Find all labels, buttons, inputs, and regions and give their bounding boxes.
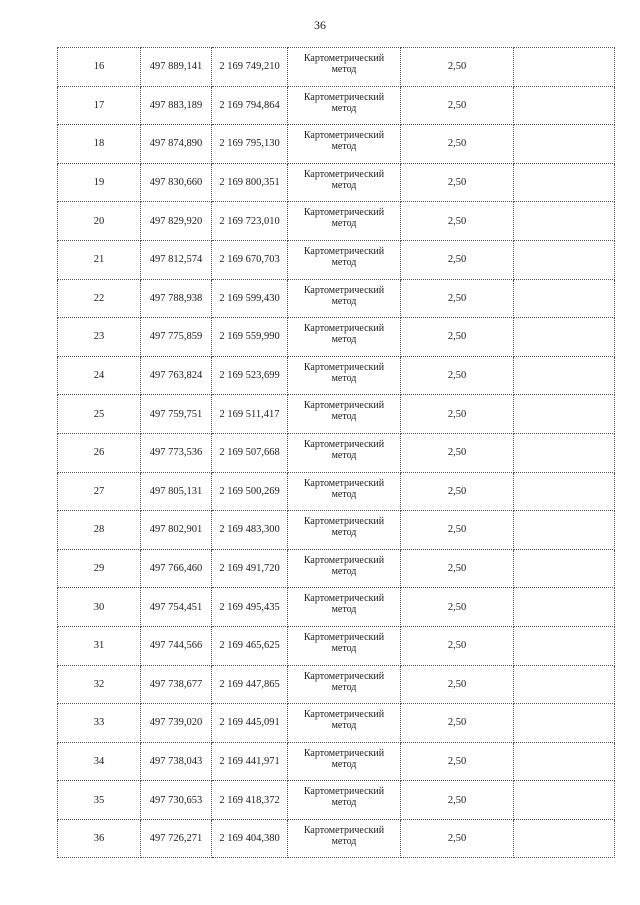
- x-coordinate-cell: 497 805,131: [141, 472, 212, 511]
- y-coordinate-cell: 2 169 500,269: [212, 472, 288, 511]
- empty-cell: [514, 588, 615, 627]
- method-cell: [288, 549, 401, 588]
- method-line-1: Картометрический: [303, 207, 385, 219]
- method-line-2: метод: [331, 295, 357, 307]
- point-number-cell: 16: [58, 48, 141, 87]
- coordinates-table-body: [58, 48, 615, 858]
- method-line-2: метод: [331, 720, 357, 732]
- x-coordinate-cell: 497 726,271: [141, 819, 212, 858]
- x-coordinate-cell: 497 766,460: [141, 549, 212, 588]
- table-row: [58, 742, 615, 781]
- method-line-1: Картометрический: [303, 670, 385, 682]
- y-coordinate-cell: 2 169 559,990: [212, 318, 288, 357]
- method-line-2: метод: [331, 642, 357, 654]
- x-coordinate-cell: 497 775,859: [141, 318, 212, 357]
- empty-cell: [514, 202, 615, 241]
- accuracy-cell: 2,50: [401, 395, 514, 434]
- empty-cell: [514, 125, 615, 164]
- x-coordinate-cell: 497 763,824: [141, 356, 212, 395]
- empty-cell: [514, 819, 615, 858]
- method-line-1: Картометрический: [303, 516, 385, 528]
- method-line-2: метод: [331, 449, 357, 461]
- method-line-1: Картометрический: [303, 554, 385, 566]
- table-row: [58, 819, 615, 858]
- x-coordinate-cell: 497 739,020: [141, 704, 212, 743]
- point-number-cell: 23: [58, 318, 141, 357]
- table-row: [58, 511, 615, 550]
- point-number-cell: 21: [58, 240, 141, 279]
- point-number-cell: 24: [58, 356, 141, 395]
- empty-cell: [514, 240, 615, 279]
- method-line-1: Картометрический: [303, 91, 385, 103]
- y-coordinate-cell: 2 169 723,010: [212, 202, 288, 241]
- table-row: [58, 202, 615, 241]
- y-coordinate-cell: 2 169 794,864: [212, 86, 288, 125]
- method-line-1: Картометрический: [303, 245, 385, 257]
- y-coordinate-cell: 2 169 523,699: [212, 356, 288, 395]
- x-coordinate-cell: 497 759,751: [141, 395, 212, 434]
- page-number: 36: [314, 18, 326, 32]
- accuracy-cell: 2,50: [401, 125, 514, 164]
- x-coordinate-cell: 497 788,938: [141, 279, 212, 318]
- empty-cell: [514, 163, 615, 202]
- method-line-1: Картометрический: [303, 53, 385, 64]
- y-coordinate-cell: 2 169 483,300: [212, 511, 288, 550]
- method-cell: [288, 665, 401, 704]
- y-coordinate-cell: 2 169 599,430: [212, 279, 288, 318]
- method-line-2: метод: [331, 372, 357, 384]
- empty-cell: [514, 704, 615, 743]
- accuracy-cell: 2,50: [401, 433, 514, 472]
- method-cell: [288, 48, 401, 87]
- accuracy-cell: 2,50: [401, 588, 514, 627]
- method-line-1: Картометрический: [303, 631, 385, 643]
- empty-cell: [514, 781, 615, 820]
- empty-cell: [514, 318, 615, 357]
- y-coordinate-cell: 2 169 441,971: [212, 742, 288, 781]
- y-coordinate-cell: 2 169 749,210: [212, 48, 288, 87]
- method-line-2: метод: [331, 681, 357, 693]
- x-coordinate-cell: 497 773,536: [141, 433, 212, 472]
- table-row: [58, 395, 615, 434]
- empty-cell: [514, 549, 615, 588]
- method-line-2: метод: [331, 604, 357, 616]
- y-coordinate-cell: 2 169 511,417: [212, 395, 288, 434]
- point-number-cell: 20: [58, 202, 141, 241]
- point-number-cell: 28: [58, 511, 141, 550]
- table-row: [58, 318, 615, 357]
- method-line-1: Картометрический: [303, 361, 385, 373]
- accuracy-cell: 2,50: [401, 626, 514, 665]
- method-line-2: метод: [331, 334, 357, 346]
- x-coordinate-cell: 497 738,043: [141, 742, 212, 781]
- x-coordinate-cell: 497 738,677: [141, 665, 212, 704]
- y-coordinate-cell: 2 169 507,668: [212, 433, 288, 472]
- y-coordinate-cell: 2 169 491,720: [212, 549, 288, 588]
- accuracy-cell: 2,50: [401, 665, 514, 704]
- method-line-1: Картометрический: [303, 323, 385, 335]
- point-number-cell: 34: [58, 742, 141, 781]
- method-cell: [288, 742, 401, 781]
- coordinates-table: [57, 47, 615, 858]
- y-coordinate-cell: 2 169 445,091: [212, 704, 288, 743]
- method-line-1: Картометрический: [303, 284, 385, 296]
- x-coordinate-cell: 497 802,901: [141, 511, 212, 550]
- point-number-cell: 35: [58, 781, 141, 820]
- method-cell: [288, 781, 401, 820]
- accuracy-cell: 2,50: [401, 704, 514, 743]
- y-coordinate-cell: 2 169 670,703: [212, 240, 288, 279]
- accuracy-cell: 2,50: [401, 356, 514, 395]
- method-line-2: метод: [331, 565, 357, 577]
- x-coordinate-cell: 497 883,189: [141, 86, 212, 125]
- accuracy-cell: 2,50: [401, 279, 514, 318]
- x-coordinate-cell: 497 744,566: [141, 626, 212, 665]
- method-line-1: Картометрический: [303, 168, 385, 180]
- method-line-1: Картометрический: [303, 438, 385, 450]
- x-coordinate-cell: 497 812,574: [141, 240, 212, 279]
- method-line-2: метод: [331, 411, 357, 423]
- table-row: [58, 588, 615, 627]
- accuracy-cell: 2,50: [401, 472, 514, 511]
- table-row: [58, 781, 615, 820]
- y-coordinate-cell: 2 169 495,435: [212, 588, 288, 627]
- x-coordinate-cell: 497 829,920: [141, 202, 212, 241]
- table-row: [58, 48, 615, 87]
- empty-cell: [514, 356, 615, 395]
- empty-cell: [514, 742, 615, 781]
- x-coordinate-cell: 497 874,890: [141, 125, 212, 164]
- method-line-1: Картометрический: [303, 130, 385, 142]
- accuracy-cell: 2,50: [401, 318, 514, 357]
- y-coordinate-cell: 2 169 404,380: [212, 819, 288, 858]
- empty-cell: [514, 665, 615, 704]
- method-cell: [288, 279, 401, 318]
- accuracy-cell: 2,50: [401, 819, 514, 858]
- table-row: [58, 86, 615, 125]
- empty-cell: [514, 511, 615, 550]
- empty-cell: [514, 626, 615, 665]
- method-line-2: метод: [331, 64, 357, 75]
- accuracy-cell: 2,50: [401, 86, 514, 125]
- table-row: [58, 626, 615, 665]
- method-cell: [288, 511, 401, 550]
- empty-cell: [514, 433, 615, 472]
- method-cell: [288, 819, 401, 858]
- method-line-1: Картометрический: [303, 400, 385, 412]
- point-number-cell: 25: [58, 395, 141, 434]
- accuracy-cell: 2,50: [401, 549, 514, 588]
- empty-cell: [514, 279, 615, 318]
- method-line-1: Картометрический: [303, 709, 385, 721]
- table-row: [58, 549, 615, 588]
- point-number-cell: 27: [58, 472, 141, 511]
- method-line-1: Картометрический: [303, 824, 385, 836]
- empty-cell: [514, 86, 615, 125]
- accuracy-cell: 2,50: [401, 511, 514, 550]
- point-number-cell: 26: [58, 433, 141, 472]
- method-line-2: метод: [331, 218, 357, 230]
- method-line-1: Картометрический: [303, 786, 385, 798]
- accuracy-cell: 2,50: [401, 202, 514, 241]
- method-line-2: метод: [331, 256, 357, 268]
- point-number-cell: 33: [58, 704, 141, 743]
- point-number-cell: 18: [58, 125, 141, 164]
- point-number-cell: 19: [58, 163, 141, 202]
- empty-cell: [514, 395, 615, 434]
- y-coordinate-cell: 2 169 447,865: [212, 665, 288, 704]
- accuracy-cell: 2,50: [401, 48, 514, 87]
- method-line-2: метод: [331, 835, 357, 847]
- table-row: [58, 356, 615, 395]
- accuracy-cell: 2,50: [401, 781, 514, 820]
- x-coordinate-cell: 497 830,660: [141, 163, 212, 202]
- method-cell: [288, 318, 401, 357]
- method-cell: [288, 626, 401, 665]
- point-number-cell: 36: [58, 819, 141, 858]
- method-cell: [288, 704, 401, 743]
- method-cell: [288, 240, 401, 279]
- point-number-cell: 30: [58, 588, 141, 627]
- method-line-1: Картометрический: [303, 747, 385, 759]
- method-cell: [288, 163, 401, 202]
- table-row: [58, 433, 615, 472]
- method-cell: [288, 356, 401, 395]
- table-row: [58, 240, 615, 279]
- table-row: [58, 279, 615, 318]
- method-line-2: метод: [331, 102, 357, 114]
- y-coordinate-cell: 2 169 418,372: [212, 781, 288, 820]
- y-coordinate-cell: 2 169 800,351: [212, 163, 288, 202]
- method-cell: [288, 472, 401, 511]
- accuracy-cell: 2,50: [401, 163, 514, 202]
- table-row: [58, 125, 615, 164]
- y-coordinate-cell: 2 169 795,130: [212, 125, 288, 164]
- accuracy-cell: 2,50: [401, 240, 514, 279]
- point-number-cell: 31: [58, 626, 141, 665]
- method-line-2: метод: [331, 488, 357, 500]
- empty-cell: [514, 472, 615, 511]
- x-coordinate-cell: 497 889,141: [141, 48, 212, 87]
- y-coordinate-cell: 2 169 465,625: [212, 626, 288, 665]
- point-number-cell: 32: [58, 665, 141, 704]
- method-cell: [288, 588, 401, 627]
- method-line-1: Картометрический: [303, 477, 385, 489]
- table-row: [58, 472, 615, 511]
- accuracy-cell: 2,50: [401, 742, 514, 781]
- method-line-1: Картометрический: [303, 593, 385, 605]
- x-coordinate-cell: 497 754,451: [141, 588, 212, 627]
- method-line-2: метод: [331, 141, 357, 153]
- method-cell: [288, 125, 401, 164]
- method-cell: [288, 433, 401, 472]
- method-cell: [288, 202, 401, 241]
- table-row: [58, 163, 615, 202]
- table-row: [58, 704, 615, 743]
- method-cell: [288, 395, 401, 434]
- method-line-2: метод: [331, 179, 357, 191]
- x-coordinate-cell: 497 730,653: [141, 781, 212, 820]
- point-number-cell: 22: [58, 279, 141, 318]
- method-line-2: метод: [331, 527, 357, 539]
- point-number-cell: 17: [58, 86, 141, 125]
- point-number-cell: 29: [58, 549, 141, 588]
- empty-cell: [514, 48, 615, 87]
- method-cell: [288, 86, 401, 125]
- table-row: [58, 665, 615, 704]
- method-line-2: метод: [331, 758, 357, 770]
- method-line-2: метод: [331, 797, 357, 809]
